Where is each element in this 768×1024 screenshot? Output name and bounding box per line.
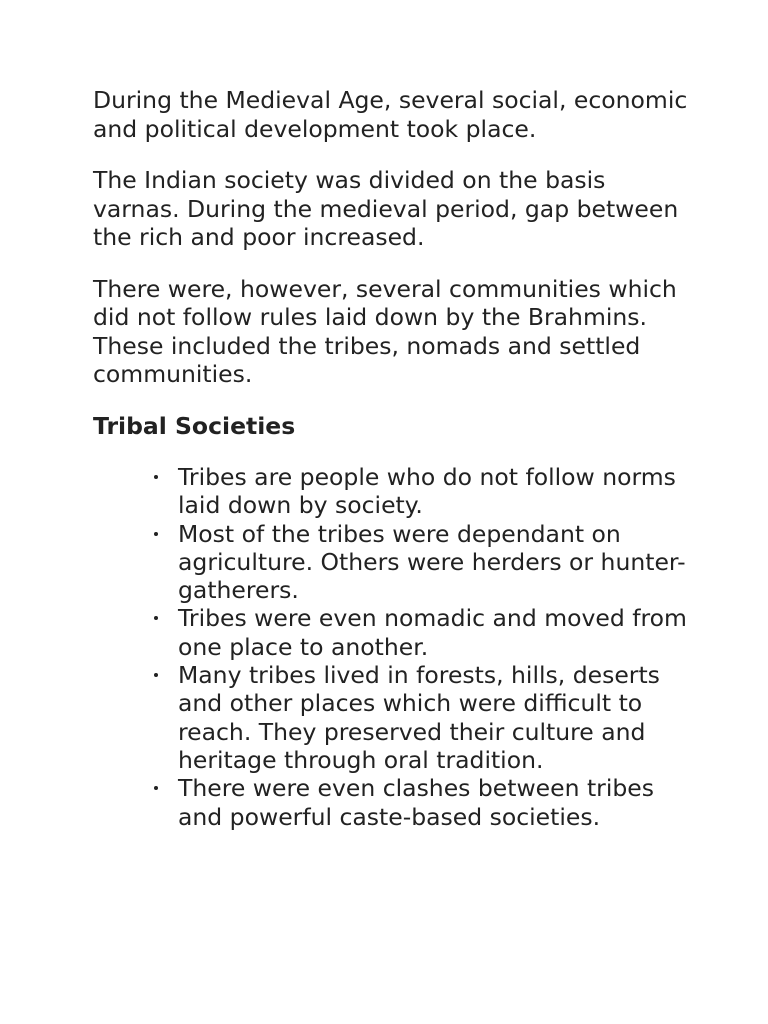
list-item: [178, 520, 693, 605]
bullet-icon: [154, 673, 158, 677]
list-item-text: Tribes were even nomadic and moved from one place to another.: [178, 604, 687, 661]
document-page: [93, 86, 693, 831]
list-item: [178, 463, 693, 520]
list-item-text: There were even clashes between tribes and powerful caste-based societies.: [178, 774, 654, 831]
section-heading: Tribal Societies: [93, 411, 296, 440]
bullet-list: [93, 463, 693, 831]
paragraph-intro: During the Medieval Age, several social, economic and political development took place.: [93, 86, 688, 143]
paragraph-communities: There were, however, several communities which did not follow rules laid down by the Brahmins. These included the tribes, nomads and settled communities.: [93, 274, 677, 388]
bullet-icon: [154, 532, 158, 536]
list-item-text: Tribes are people who do not follow norms laid down by society.: [178, 463, 676, 520]
list-item-text: Many tribes lived in forests, hills, deserts and other places which were difficult to reach. They preserved their culture and heritage through oral tradition.: [178, 661, 660, 774]
list-item-text: Most of the tribes were dependant on agriculture. Others were herders or hunter-gatherers.: [178, 519, 686, 605]
list-item: [178, 604, 693, 661]
bullet-icon: [154, 786, 158, 790]
list-item: [178, 774, 693, 831]
bullet-icon: [154, 616, 158, 620]
list-item: [178, 661, 693, 774]
paragraph-society: The Indian society was divided on the basis varnas. During the medieval period, gap between the rich and poor increased.: [93, 166, 679, 251]
bullet-icon: [154, 475, 158, 479]
